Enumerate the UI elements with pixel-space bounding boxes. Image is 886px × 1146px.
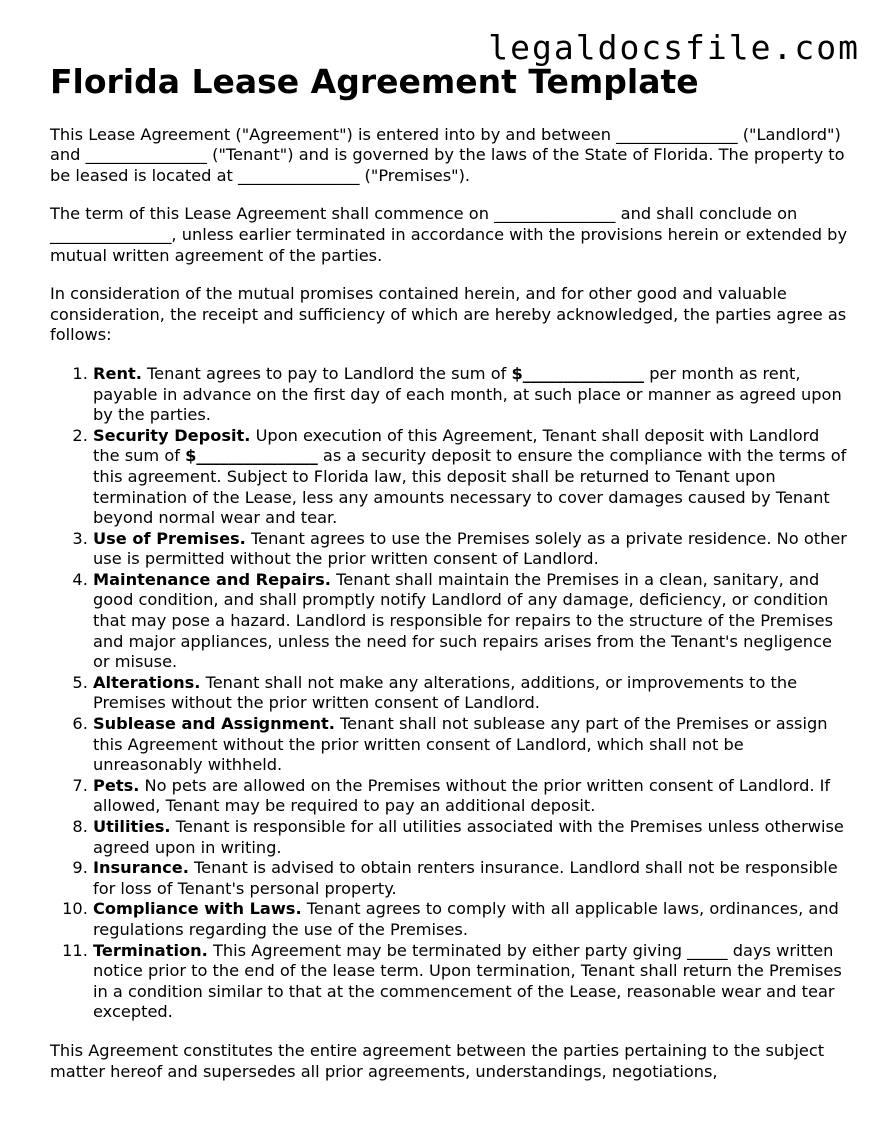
intro-paragraph-parties: This Lease Agreement ("Agreement") is entered into by and between _______________ ("Landlord") and _______________ ("Tenant") and is governed by the laws of the State of Florida. The property to be leased is located at _______________ ("Premises"). xyxy=(50,124,845,185)
clause-text: Upon execution of this Agreement, Tenant shall deposit with Landlord the sum of xyxy=(93,425,820,466)
clause-text: No pets are allowed on the Premises without the prior written consent of Landlord. If allowed, Tenant may be required to pay an additional deposit. xyxy=(93,775,831,816)
clause-text: Tenant agrees to comply with all applicable laws, ordinances, and regulations regarding the use of the Premises. xyxy=(93,899,839,939)
clause-heading: Use of Premises. xyxy=(93,528,246,548)
clause-heading: Insurance. xyxy=(93,858,189,878)
clause-heading: Termination. xyxy=(93,940,208,960)
intro-paragraph-consideration: In consideration of the mutual promises contained herein, and for other good and valuable consideration, the receipt and sufficiency of which are hereby acknowledged, the parties agree as follows: xyxy=(50,284,847,345)
clause-text: Tenant agrees to pay to Landlord the sum of xyxy=(141,363,512,383)
clause-use-of-premises xyxy=(93,529,850,570)
clause-text: This Agreement may be terminated by either party giving _____ days written notice prior to the end of the lease term. Upon termination, Tenant shall return the Premises in a condition similar to that at the commencement of the Lease, reasonable wear and tear excepted. xyxy=(93,940,842,1022)
clause-heading: Compliance with Laws. xyxy=(93,899,302,919)
clause-heading: Utilities. xyxy=(93,817,171,836)
clause-security-deposit xyxy=(93,426,850,529)
closing-paragraph: This Agreement constitutes the entire agreement between the parties pertaining to the subject matter hereof and supersedes all prior agreements, understandings, negotiations, xyxy=(50,1040,825,1081)
clause-insurance xyxy=(93,858,850,899)
clause-termination xyxy=(93,941,850,1023)
site-watermark: legaldocsfile.com xyxy=(488,28,860,67)
clause-heading: Alterations. xyxy=(93,672,201,692)
page-title: Florida Lease Agreement Template xyxy=(50,62,699,101)
clause-maintenance xyxy=(93,570,850,673)
clause-compliance xyxy=(93,899,850,940)
clause-text: as a security deposit to ensure the compliance with the terms of this agreement. Subject to Florida law, this deposit shall be returned to Tenant upon termination of the Lease, less any amounts necessary to cover damages caused by Tenant beyond normal wear and tear. xyxy=(93,446,847,528)
clause-heading: Rent. xyxy=(93,363,142,383)
clause-heading: Pets. xyxy=(93,775,140,795)
clause-text: Tenant agrees to use the Premises solely as a private residence. No other use is permitted without the prior written consent of Landlord. xyxy=(93,528,847,569)
intro-paragraph-term: The term of this Lease Agreement shall commence on _______________ and shall conclude on _______________, unless earlier terminated in accordance with the provisions herein or extended by mutual written agreement of the parties. xyxy=(50,204,848,265)
clause-sublease xyxy=(93,714,850,776)
clause-list xyxy=(50,364,850,1023)
clause-heading: Security Deposit. xyxy=(93,425,251,445)
clause-text: Tenant is responsible for all utilities associated with the Premises unless otherwise agreed upon in writing. xyxy=(93,817,844,857)
clause-heading: Maintenance and Repairs. xyxy=(93,569,331,589)
clause-text: Tenant shall not sublease any part of the Premises or assign this Agreement without the prior written consent of Landlord, which shall not be unreasonably withheld. xyxy=(93,714,828,775)
amount-blank: $_______________ xyxy=(185,446,318,466)
clause-pets xyxy=(93,776,850,817)
clause-text: Tenant shall not make any alterations, additions, or improvements to the Premises without the prior written consent of Landlord. xyxy=(93,672,798,713)
clause-alterations xyxy=(93,673,850,714)
clause-rent xyxy=(93,364,850,426)
amount-blank: $_______________ xyxy=(511,363,645,383)
clause-text: Tenant shall maintain the Premises in a clean, sanitary, and good condition, and shall promptly notify Landlord of any damage, deficiency, or condition that may pose a hazard. Landlord is responsible for repairs to the structure of the Premises and major appliances, unless the need for such repairs arises from the Tenant's negligence or misuse. xyxy=(93,569,834,672)
clause-utilities xyxy=(93,817,850,858)
clause-text: Tenant is advised to obtain renters insurance. Landlord shall not be responsible for loss of Tenant's personal property. xyxy=(93,858,838,898)
clause-text: per month as rent, payable in advance on the first day of each month, at such place or manner as agreed upon by the parties. xyxy=(93,363,842,425)
document-page xyxy=(50,62,850,1100)
clause-heading: Sublease and Assignment. xyxy=(93,714,335,734)
